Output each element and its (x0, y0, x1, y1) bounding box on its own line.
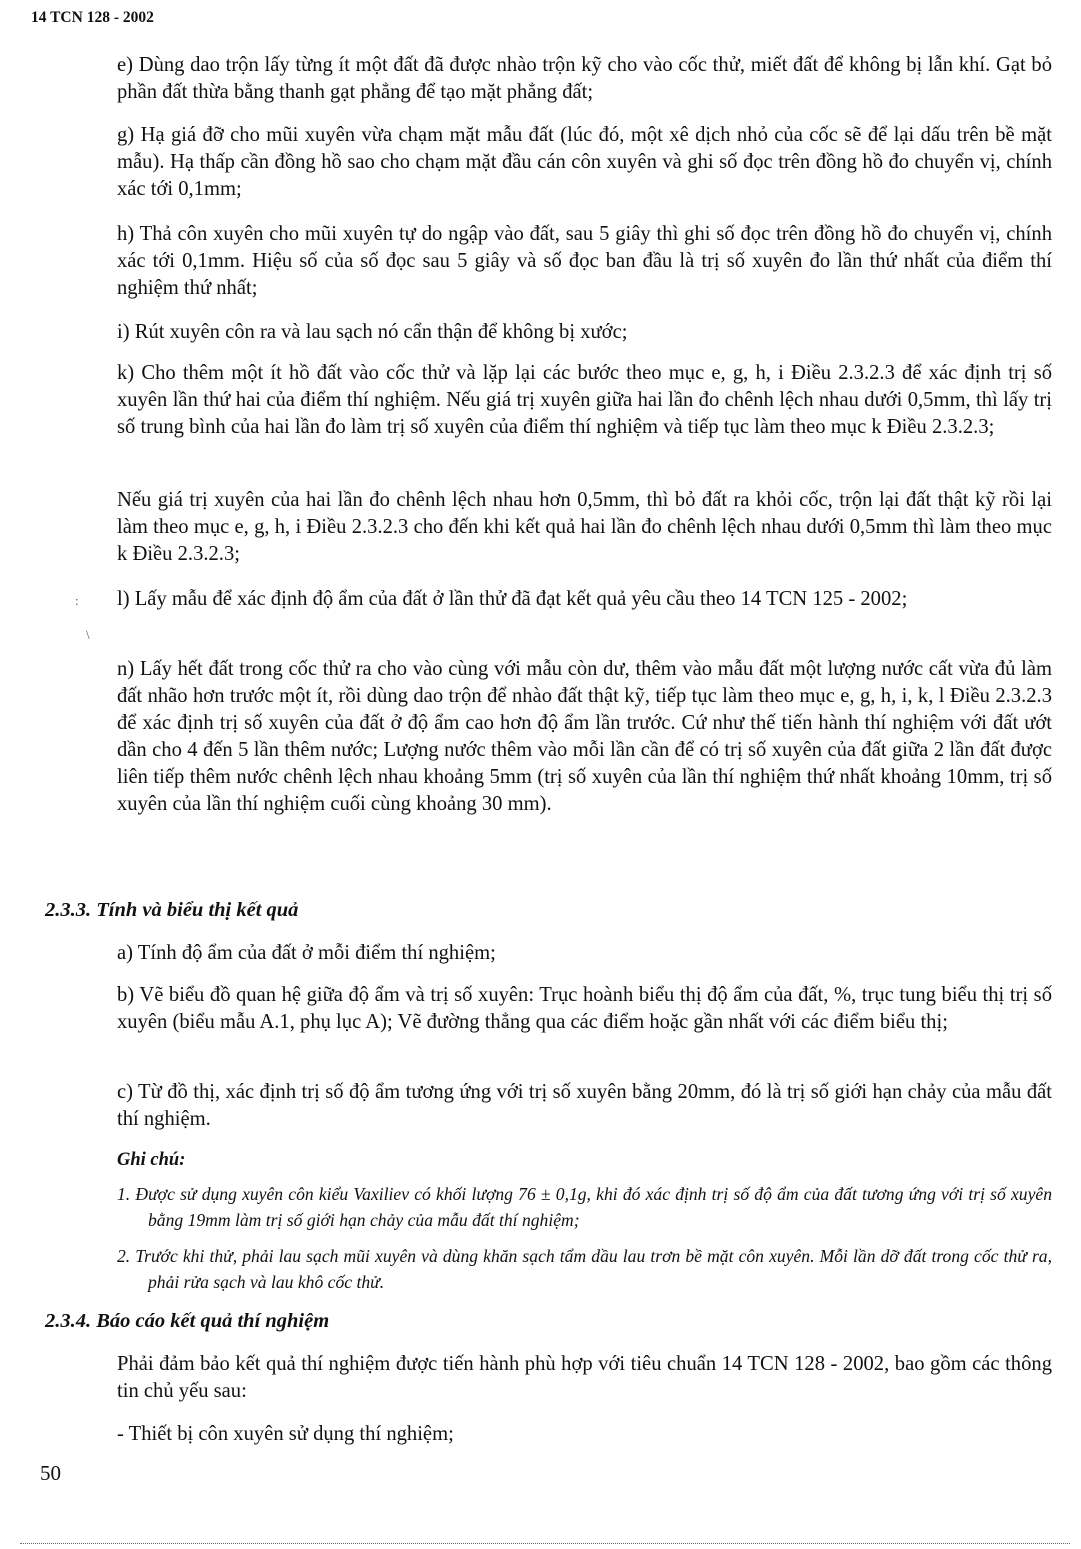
section-heading-2-3-3: 2.3.3. Tính và biểu thị kết quả (45, 899, 299, 921)
paragraph-l: l) Lấy mẫu để xác định độ ẩm của đất ở lần thử đã đạt kết quả yêu cầu theo 14 TCN 125 - 2002; (117, 588, 908, 610)
note-item-2: 2. Trước khi thử, phải lau sạch mũi xuyên và dùng khăn sạch tẩm dầu lau trơn bề mặt côn xuyên. Mỗi lần dỡ đất trong cốc thử ra, phải rửa sạch và lau khô cốc thử. (117, 1246, 1052, 1292)
bottom-rule (20, 1543, 1070, 1544)
paragraph-233-b: b) Vẽ biểu đồ quan hệ giữa độ ẩm và trị số xuyên: Trục hoành biểu thị độ ẩm của đất, %, trục tung biểu thị trị số xuyên (biểu mẫu A.1, phụ lục A); Vẽ đường thẳng qua các điểm hoặc gần nhất với các điểm biểu thị; (117, 984, 1052, 1033)
scan-mark-1: : (75, 593, 79, 608)
paragraph-h: h) Thả côn xuyên cho mũi xuyên tự do ngập vào đất, sau 5 giây thì ghi số đọc trên đồng hồ đo chuyển vị, chính xác tới 0,1mm. Hiệu số của số đọc sau 5 giây và số đọc ban đầu là trị số xuyên đo lần thứ nhất của điểm thí nghiệm thứ nhất; (117, 223, 1052, 299)
note-item-1: 1. Được sử dụng xuyên côn kiểu Vaxiliev có khối lượng 76 ± 0,1g, khi đó xác định trị số độ ẩm của đất tương ứng với trị số xuyên bằng 19mm làm trị số giới hạn chảy của mẫu đất thí nghiệm; (117, 1184, 1052, 1230)
paragraph-g: g) Hạ giá đỡ cho mũi xuyên vừa chạm mặt mẫu đất (lúc đó, một xê dịch nhỏ của cốc sẽ để lại dấu trên bề mặt mẫu). Hạ thấp cần đồng hồ sao cho chạm mặt đầu cán côn xuyên và ghi số đọc trên đồng hồ đo chuyển vị, chính xác tới 0,1mm; (117, 124, 1052, 200)
list-item-equipment: - Thiết bị côn xuyên sử dụng thí nghiệm; (117, 1423, 454, 1445)
paragraph-k: k) Cho thêm một ít hồ đất vào cốc thử và lặp lại các bước theo mục e, g, h, i Điều 2.3.2.3 để xác định trị số xuyên lần thứ hai của điểm thí nghiệm. Nếu giá trị xuyên giữa hai lần đo chênh lệch nhau dưới 0,5mm, thì lấy trị số trung bình của hai lần đo làm trị số xuyên của điểm thí nghiệm và tiếp tục làm theo mục k Điều 2.3.2.3; (117, 362, 1052, 438)
page-number: 50 (40, 1461, 61, 1485)
paragraph-e: e) Dùng dao trộn lấy từng ít một đất đã được nhào trộn kỹ cho vào cốc thử, miết đất để không bị lẫn khí. Gạt bỏ phần đất thừa bằng thanh gạt phẳng để tạo mặt phẳng đất; (117, 54, 1052, 103)
scan-mark-2: \ (86, 627, 90, 642)
section-heading-2-3-4: 2.3.4. Báo cáo kết quả thí nghiệm (45, 1310, 330, 1332)
paragraph-233-c: c) Từ đồ thị, xác định trị số độ ẩm tương ứng với trị số xuyên bằng 20mm, đó là trị số giới hạn chảy của mẫu đất thí nghiệm. (117, 1081, 1052, 1130)
paragraph-n: n) Lấy hết đất trong cốc thử ra cho vào cùng với mẫu còn dư, thêm vào mẫu đất một lượng nước cất vừa đủ làm đất nhão hơn trước một ít, rồi dùng dao trộn để nhào đất thật kỹ, tiếp tục làm theo mục e, g, h, i, k, l Điều 2.3.2.3 để xác định trị số xuyên của đất ở độ ẩm cao hơn độ ẩm lần trước. Cứ như thế tiến hành thí nghiệm với đất ướt dần cho 4 đến 5 lần thêm nước; Lượng nước thêm vào mỗi lần cần để có trị số xuyên của đất giữa 2 lần đất được liên tiếp thêm nước chênh lệch nhau khoảng 5mm (trị số xuyên của lần thí nghiệm thứ nhất khoảng 10mm, trị số xuyên của lần thí nghiệm cuối cùng khoảng 30 mm). (117, 658, 1052, 815)
paragraph-i: i) Rút xuyên côn ra và lau sạch nó cẩn thận để không bị xước; (117, 321, 628, 343)
document-header: 14 TCN 128 - 2002 (31, 9, 154, 26)
paragraph-233-a: a) Tính độ ẩm của đất ở mỗi điểm thí nghiệm; (117, 942, 496, 964)
paragraph-234-intro: Phải đảm bảo kết quả thí nghiệm được tiến hành phù hợp với tiêu chuẩn 14 TCN 128 - 2002, bao gồm các thông tin chủ yếu sau: (117, 1353, 1052, 1402)
note-title: Ghi chú: (117, 1150, 186, 1170)
paragraph-k-continued: Nếu giá trị xuyên của hai lần đo chênh lệch nhau hơn 0,5mm, thì bỏ đất ra khỏi cốc, trộn lại đất thật kỹ rồi lại làm theo mục e, g, h, i Điều 2.3.2.3 cho đến khi kết quả hai lần đo chênh lệch nhau dưới 0,5mm thì làm theo mục k Điều 2.3.2.3; (117, 489, 1052, 565)
